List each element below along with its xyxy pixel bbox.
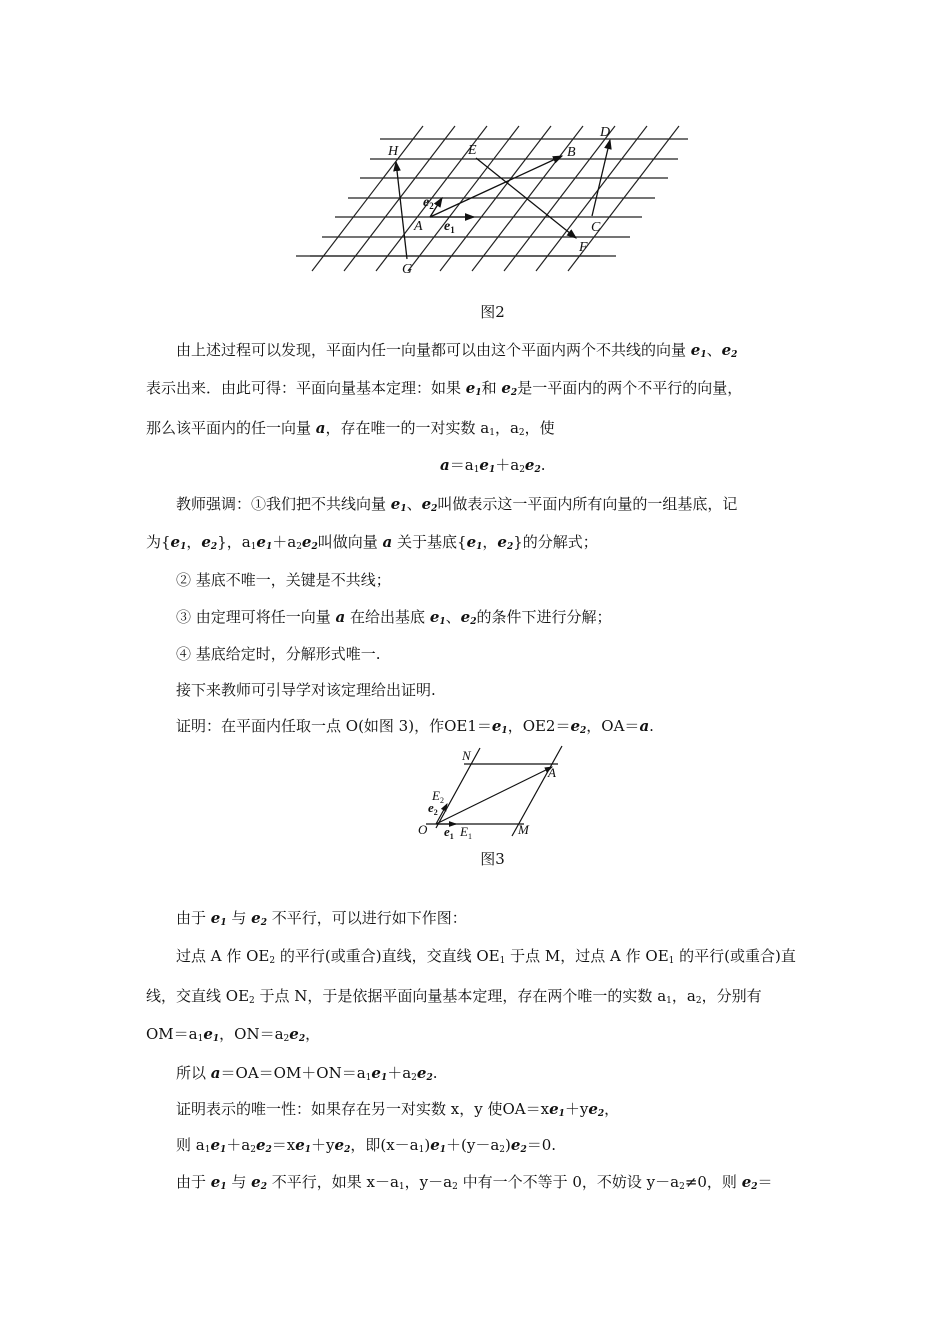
- line-OE2: [436, 748, 480, 828]
- label-D: D: [600, 125, 611, 140]
- paragraph-line: 为{$e_1$，$e_2$}，$a_1e_1+a_2e_2$叫做向量 a 关于基底{$e_1$，$e_2$}的分解式；: [146, 533, 598, 552]
- paragraph-line: 由于 $e_1$ 与 $e_2$ 不平行，可以进行如下作图：: [176, 909, 467, 928]
- list-item: ④ 基底给定时，分解形式唯一.: [176, 645, 381, 663]
- label-G: G: [402, 262, 413, 277]
- paragraph-line: 由于 $e_1$ 与 $e_2$ 不平行，如果 $x-a_1$，$y-a_2$ 中有一个不等于 0，不妨设 $y-a_2\ne 0$，则 $e_2=$: [176, 1173, 773, 1192]
- paragraph-line: $OM=a_1e_1$，$ON=a_2e_2$，: [146, 1025, 321, 1044]
- label-e1: $e_1$: [444, 824, 454, 841]
- paragraph-line: 过点 A 作 $OE_2$ 的平行(或重合)直线，交直线 $OE_1$ 于点 M，过点 A 作 $OE_1$ 的平行(或重合)直: [176, 947, 796, 966]
- label-H: H: [388, 144, 399, 159]
- label-C: C: [591, 220, 601, 235]
- paragraph-line: 证明表示的唯一性：如果存在另一对实数 x，y 使$OA=xe_1+ye_2$，: [176, 1100, 620, 1119]
- figure-3-caption: 图3: [480, 850, 505, 868]
- grid-oblique-lines: [312, 126, 679, 271]
- paragraph-line: 教师强调：①我们把不共线向量 $e_1$、$e_2$叫做表示这一平面内所有向量的一组基底，记: [176, 495, 738, 514]
- list-item: ② 基底不唯一，关键是不共线；: [176, 571, 391, 589]
- paragraph-line: 接下来教师可引导学对该定理给出证明.: [176, 681, 436, 699]
- paragraph-line: 那么该平面内的任一向量 a，存在唯一的一对实数 $a_1$，$a_2$，使: [146, 419, 555, 438]
- label-M: M: [518, 822, 529, 837]
- label-F: F: [579, 240, 588, 255]
- paragraph-line: 表示出来．由此可得：平面向量基本定理：如果 $e_1$和 $e_2$是一平面内的两个不平行的向量，: [146, 379, 743, 398]
- grid-horizontal-lines: [296, 139, 688, 256]
- figure-3-parallelogram-diagram: [412, 742, 572, 842]
- paragraph-line: 线，交直线 $OE_2$ 于点 N，于是依据平面向量基本定理，存在两个唯一的实数 $a_1$，$a_2$，分别有: [146, 987, 762, 1006]
- formula-decomposition: $a=a_1e_1+a_2e_2$.: [440, 456, 546, 475]
- label-e2: $e_2$: [423, 195, 434, 211]
- paragraph-line: 所以 $a=OA=OM+ON=a_1e_1+a_2e_2$.: [176, 1064, 438, 1083]
- list-item: ③ 由定理可将任一向量 a 在给出基底 $e_1$、$e_2$的条件下进行分解；: [176, 608, 612, 627]
- vector-AB: [430, 156, 562, 217]
- proof-line: 证明：在平面内任取一点 O(如图 3)，作$OE1=e_1$，$OE2=e_2$，OA＝a.: [176, 717, 654, 736]
- paragraph-line: 则 $a_1e_1+a_2e_2=xe_1+ye_2$，即$(x-a_1)e_1+(y-a_2)e_2=0$.: [176, 1136, 557, 1155]
- label-e2: $e_2$: [428, 800, 438, 817]
- label-N: N: [462, 748, 471, 763]
- label-E: E: [468, 143, 477, 158]
- paragraph-line: 由上述过程可以发现，平面内任一向量都可以由这个平面内两个不共线的向量 $e_1$、$e_2$: [176, 341, 738, 360]
- label-E2: $E_2$: [432, 788, 444, 805]
- label-B: B: [567, 145, 576, 160]
- label-O: O: [418, 822, 428, 837]
- figure-2-grid-diagram: [290, 118, 700, 288]
- label-E1: $E_1$: [460, 824, 472, 841]
- vector-GH: [396, 162, 407, 259]
- label-A: A: [414, 219, 423, 234]
- label-A: A: [548, 765, 556, 780]
- figure-2-caption: 图2: [480, 303, 505, 321]
- label-e1: $e_1$: [444, 219, 455, 235]
